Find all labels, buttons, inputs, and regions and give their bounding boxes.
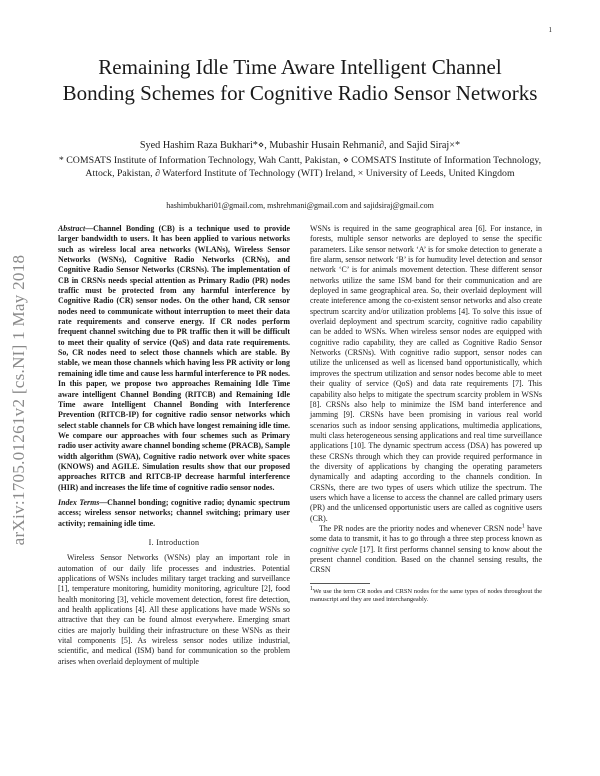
term-cognitive-cycle: cognitive cycle xyxy=(310,544,358,554)
affiliations: * COMSATS Institute of Information Technology, Wah Cantt, Pakistan, ⋄ COMSATS Institute of Information Technology, Attock, Pakistan, ∂ Waterford Institute of Technology (WIT) Ireland, × University of Leeds, United Kingdom xyxy=(58,155,542,179)
arxiv-identifier: arXiv:1705.01261v2 [cs.NI] 1 May 2018 xyxy=(9,254,28,546)
right-column xyxy=(310,224,542,604)
paragraph-text-a: The PR nodes are the priority nodes and whenever CRSN node xyxy=(319,523,522,533)
footnote xyxy=(310,585,542,604)
paper-title: Remaining Idle Time Aware Intelligent Channel Bonding Schemes for Cognitive Radio Sensor Networks xyxy=(62,55,538,105)
author-list: Syed Hashim Raza Bukhari*⋄, Mubashir Husain Rehmani∂, and Sajid Siraj×* xyxy=(139,140,461,151)
author-emails: hashimbukhari01@gmail.com, mshrehmani@gmail.com and sajidsiraj@gmail.com xyxy=(166,201,434,210)
intro-paragraph-2 xyxy=(310,524,542,576)
paragraph-text-b: have some data to transmit, it has to go through a three step process known as xyxy=(310,523,543,544)
index-terms-label: Index Terms xyxy=(58,497,100,507)
intro-paragraph: Wireless Sensor Networks (WSNs) play an important role in automation of our daily life processes and industries. Potential applications of WSNs includes military target tracking and surveillance [1], temperature monitoring, humidity monitoring, agriculture [2], food health monitoring [3], vehicle movement detection, forest fire detection, and health applications [4]. All these applications have made WSNs so attractive that they can be found almost everywhere. Emerging smart cities are majorly building their infrastructure on these WSNs as their vital components [5]. As wireless sensor nodes utilize industrial, scientific, and medical (ISM) band for communication so the problem arises when overlaid deployment of multiple xyxy=(58,553,290,666)
index-terms xyxy=(58,498,290,529)
section-heading-introduction: I. Introduction xyxy=(148,537,200,547)
left-column xyxy=(58,224,290,667)
abstract xyxy=(58,224,290,493)
abstract-text: —Channel Bonding (CB) is a technique used to provide larger bandwidth to users. It has been applied to various networks such as wireless local area networks (WLANs), Wireless Sensor Networks (WSNs), Cognitive Radio Networks (CRNs), and Cognitive Radio Sensor Networks (CRSNs). The implementation of CB in CRSNs needs special attention as Primary Radio (PR) nodes traffic must be protected from any harmful interference by Cognitive Radio (CR) sensor nodes. On the other hand, CR sensor nodes need to communicate without interruption to meet their data rate requirements and conserve energy. If CR nodes perform frequent channel switching due to PR traffic then it will be difficult to meet their quality of service (QoS) and data rate requirements. So, CR nodes need to select those channels which are stable. By stable, we mean those channels which having less PR activity or long remaining idle time and cause less harmful interference to PR nodes. In this paper, we propose two approaches Remaining Idle Time aware intelligent Channel Bonding (RITCB) and Remaining Idle Time aware Intelligent Channel Bonding with Interference Prevention (RITCB-IP) for cognitive radio sensor networks which select stable channels for CB which have longest remaining idle time. We compare our approaches with four schemes such as Primary radio user activity aware channel bonding scheme (PRACB), Sample width algorithm (SWA), Cognitive radio network over white spaces (KNOWS) and AGILE. Simulation results show that our proposed approaches RITCB and RITCB-IP decrease harmful interference (HIR) and increases the life time of cognitive radio sensor nodes. xyxy=(58,224,290,492)
arxiv-side-stamp xyxy=(6,200,32,600)
paragraph-text-c: [17]. It first performs channel sensing to know about the present channel condition. Based on the channel sensing results, the CRSN xyxy=(310,544,542,575)
page-number: 1 xyxy=(548,26,552,34)
footnote-text: We use the term CR nodes and CRSN nodes for the same types of nodes throughout the manuscript and they are used interchangeably. xyxy=(310,587,542,603)
footnote-divider xyxy=(310,583,370,584)
intro-continued-paragraph: WSNs is required in the same geographical area [6]. For instance, in forests, multiple sensor networks are deployed to sense the specific parameters. Like sensor network ‘A’ is for smoke detection to generate a fire alarm, sensor network ‘B’ is for humudity level detection and sensor network ‘C’ is for animals movement detection. These different sensor networks utilize the same ISM band for their communication and are deployed in same geographical area. So, their overlaid deployment will create inteference among the co-existent sensor networks and also create spectrum scarcity and/or utilization problems [4]. To solve this issue of overlaid deployment and spectrum scarcity, cognitive radio capability can be added to WSNs. When wireless sensor nodes are equipped with cognitive radio capability, they are called as Cognitive Radio Sensor Networks (CRSNs). With cognitive radio support, sensor nodes can utilize the unlicensed as well as licensed band opportunistically, which improves the spectrum utilization and sensor nodes become able to meet their quality of service (QoS) and data rate requirements [7]. This capability also helps to mitigate the spectrum scarcity problem in WSNs [8]. CRSNs also help to minimize the ISM band interference and jamming [9]. CRSNs have been promising in various real world scenarios such as indoor sensing applications, multimedia applications, multi class heterogeneous sensing applications and real time surveillance applications [10]. The dynamic spectrum access (DSA) has powered up these CRSNs through which they can provide required performance in the diversity of applications by changing the operating parameters dynamically and adapting according to the channels condition. In CRSNs, there are two types of users which utilize the spectrum. The users which have a license to access the channel are called primary users (PR) and the unlicensed opportunistic users are called as cognitive users (CR). xyxy=(310,224,542,523)
index-terms-text: —Channel bonding; cognitive radio; dynamic spectrum access; wireless sensor networks; channel switching; primary user activity; remaining idle time. xyxy=(58,497,290,528)
footnote-mark: 1 xyxy=(310,585,313,592)
abstract-label: Abstract xyxy=(58,224,86,233)
footnote-ref: 1 xyxy=(521,523,525,530)
